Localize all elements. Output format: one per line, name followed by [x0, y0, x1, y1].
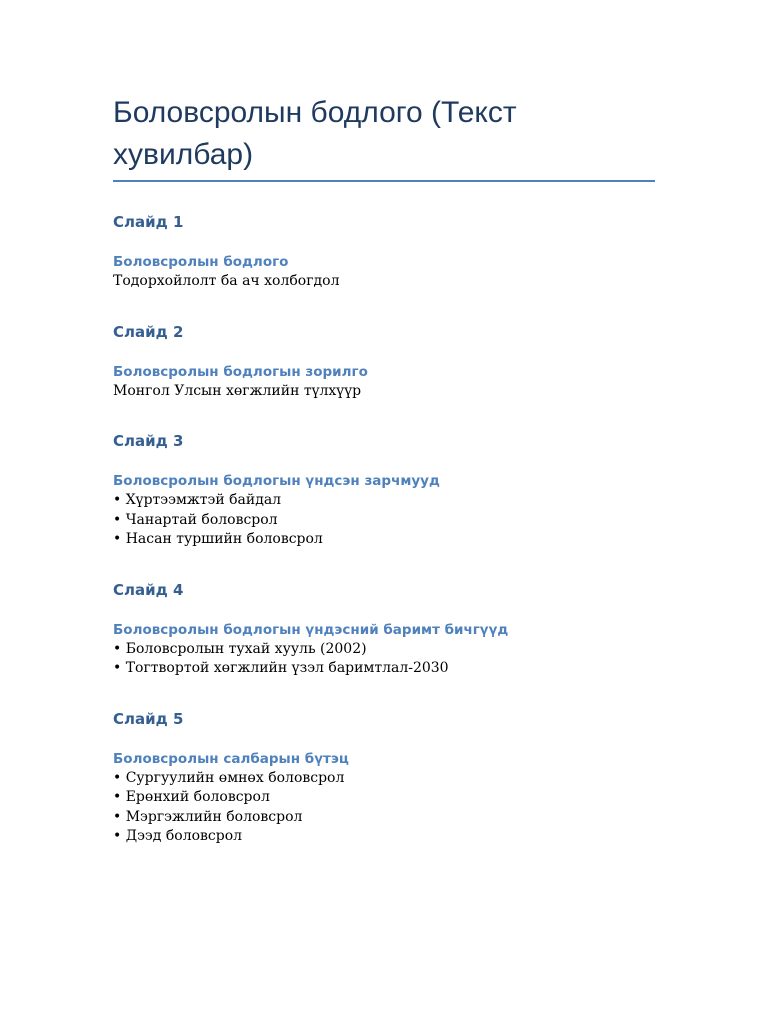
slide-line: • Хүртээмжтэй байдал [113, 492, 282, 508]
slide-label: Слайд 2 [113, 322, 184, 341]
slide-heading: Боловсролын бодлогын зорилго [113, 363, 368, 380]
slide-label: Слайд 5 [113, 709, 184, 728]
slide-line: • Мэргэжлийн боловсрол [113, 808, 303, 825]
slide-line: • Тогтвортой хөгжлийн үзэл баримтлал-2030 [113, 660, 449, 676]
slide-line: • Сургуулийн өмнөх боловсрол [113, 769, 345, 786]
slide-body [113, 640, 655, 679]
slide-body [113, 491, 655, 550]
document-page [113, 92, 655, 847]
slide-line: • Дээд боловсрол [113, 828, 243, 844]
slide-label: Слайд 3 [113, 432, 184, 450]
slide-heading: Боловсролын салбарын бүтэц [113, 750, 349, 767]
slide-section-5 [113, 709, 655, 847]
slide-label: Слайд 1 [113, 213, 184, 231]
slide-section-1 [113, 212, 655, 292]
slide-heading: Боловсролын бодлого [113, 254, 289, 270]
slide-line: Монгол Улсын хөгжлийн түлхүүр [113, 382, 362, 399]
slide-body [113, 769, 655, 847]
document-title: Боловсролын бодлого (Текст хувилбар) [113, 92, 655, 182]
slide-body [113, 382, 655, 402]
slide-body [113, 272, 655, 292]
slide-heading: Боловсролын бодлогын үндэсний баримт бичгүүд [113, 621, 509, 638]
slide-section-3 [113, 431, 655, 550]
slide-section-4 [113, 580, 655, 679]
slide-heading: Боловсролын бодлогын үндсэн зарчмууд [113, 473, 440, 489]
slide-line: Тодорхойлолт ба ач холбогдол [113, 273, 340, 289]
slide-label: Слайд 4 [113, 580, 184, 599]
slide-line: • Боловсролын тухай хууль (2002) [113, 640, 367, 657]
slide-line: • Чанартай боловсрол [113, 511, 278, 528]
slide-line: • Насан туршийн боловсрол [113, 531, 323, 547]
slide-section-2 [113, 322, 655, 402]
slide-line: • Ерөнхий боловсрол [113, 789, 270, 805]
